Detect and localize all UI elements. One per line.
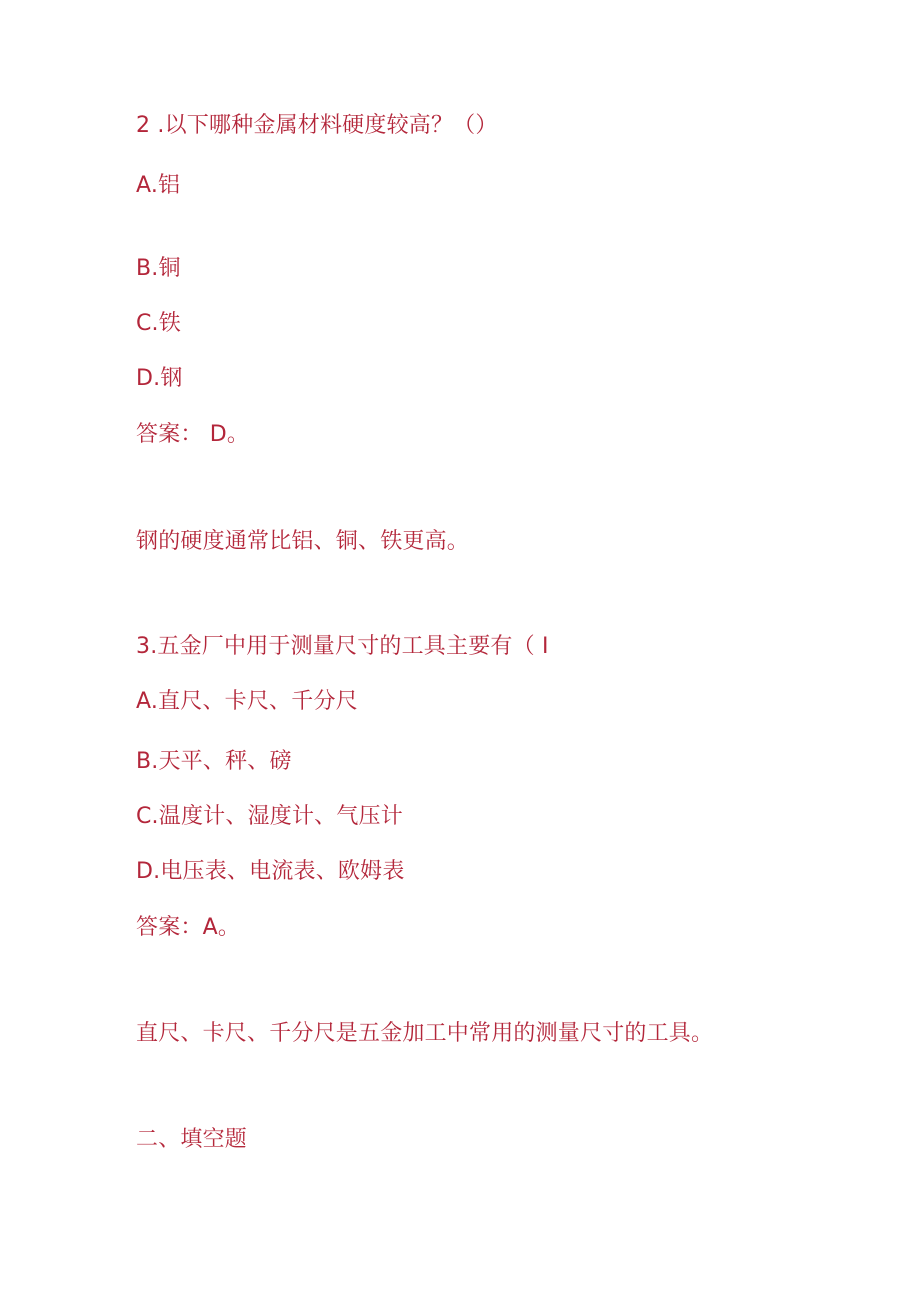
question-2-option-c: C.铁 [136, 311, 181, 336]
question-3-answer: 答案：A。 [136, 915, 241, 940]
question-3-option-d: D.电压表、电流表、欧姆表 [136, 859, 405, 884]
section-heading: 二、填空题 [136, 1127, 248, 1152]
question-2-option-b: B.铜 [136, 256, 181, 281]
question-2-text: 2 .以下哪种金属材料硬度较高？（） [136, 113, 498, 138]
question-3-option-a: A.直尺、卡尺、千分尺 [136, 689, 358, 714]
question-2-answer: 答案： D。 [136, 422, 250, 447]
question-2-option-d: D.钢 [136, 366, 183, 391]
question-2-explanation: 钢的硬度通常比铝、铜、铁更高。 [136, 529, 470, 554]
question-3-option-c: C.温度计、湿度计、气压计 [136, 804, 403, 829]
question-3-explanation: 直尺、卡尺、千分尺是五金加工中常用的测量尺寸的工具。 [136, 1021, 714, 1046]
question-3-text: 3.五金厂中用于测量尺寸的工具主要有（ I [136, 634, 549, 659]
question-2-option-a: A.铝 [136, 173, 181, 198]
question-3-option-b: B.天平、秤、磅 [136, 749, 292, 774]
